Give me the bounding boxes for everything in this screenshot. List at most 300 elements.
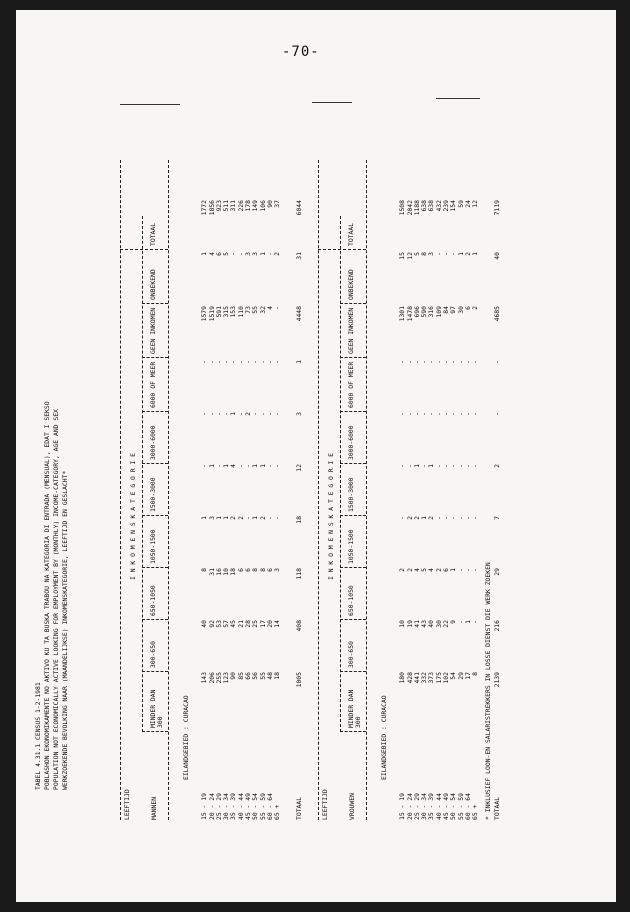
table-cell: - bbox=[251, 360, 260, 364]
table-cell: - bbox=[214, 412, 223, 416]
table-cell: 1856 bbox=[207, 200, 216, 216]
table-cell: - bbox=[420, 360, 429, 364]
table-cell: 6 bbox=[214, 252, 223, 256]
column-header: 3000-6000 bbox=[149, 425, 157, 460]
table-cell: 239 bbox=[442, 200, 451, 212]
table-cell: 10 bbox=[222, 568, 231, 576]
table-cell: 441 bbox=[412, 672, 421, 684]
table-cell: 53 bbox=[214, 620, 223, 628]
table-cell: - bbox=[265, 464, 274, 468]
table-cell: 3 bbox=[244, 252, 253, 256]
table-row bbox=[238, 160, 245, 820]
table-cell: - bbox=[449, 464, 458, 468]
table-cell: 2 bbox=[398, 568, 407, 572]
age-label: 55 - 59 bbox=[258, 793, 267, 820]
age-label: 25 - 29 bbox=[412, 793, 421, 820]
table-cell: 143 bbox=[200, 672, 209, 684]
table-cell: 153 bbox=[229, 306, 238, 318]
column-divider bbox=[340, 463, 366, 464]
age-label: 20 - 24 bbox=[405, 793, 414, 820]
table-cell: 1 bbox=[463, 620, 472, 624]
table-cell: 1 bbox=[222, 516, 231, 520]
table-cell: 18 bbox=[295, 516, 304, 524]
table-cell: 7119 bbox=[493, 200, 502, 216]
table-cell: 2 bbox=[493, 464, 502, 468]
region-label bbox=[180, 160, 194, 820]
table-cell: 1478 bbox=[405, 306, 414, 322]
title-line: WERKZOEKENDE BEVOLKING NAAR (MAANDELIJKSE) INKOMENSKATEGORIE, LEEFTIJD EN GESLACHT* bbox=[61, 470, 69, 790]
table-header bbox=[318, 160, 378, 820]
table-cell: 5 bbox=[412, 252, 421, 256]
age-label: 60 - 64 bbox=[463, 793, 472, 820]
age-label: 65 + bbox=[273, 804, 282, 820]
table-cell: 178 bbox=[244, 200, 253, 212]
header-rule bbox=[142, 216, 143, 732]
table-cell: - bbox=[222, 412, 231, 416]
table-cell: 57 bbox=[222, 620, 231, 628]
table-row bbox=[267, 160, 274, 820]
age-label: 50 - 54 bbox=[251, 793, 260, 820]
table-cell: 12 bbox=[471, 200, 480, 208]
table-row bbox=[414, 160, 421, 820]
column-divider bbox=[142, 731, 168, 732]
table-cell: 4 bbox=[427, 568, 436, 572]
column-header: GEEN INKOMEN bbox=[149, 307, 157, 354]
table-cell: 43 bbox=[420, 620, 429, 628]
column-divider bbox=[142, 303, 168, 304]
table-cell: 1 bbox=[471, 252, 480, 256]
table-cell: - bbox=[251, 412, 260, 416]
table-row bbox=[465, 160, 472, 820]
table-cell: - bbox=[405, 412, 414, 416]
table-cell: - bbox=[398, 516, 407, 520]
column-divider bbox=[142, 567, 168, 568]
column-header: ONBEKEND bbox=[149, 269, 157, 300]
table-cell: 2 bbox=[434, 568, 443, 572]
table-cell: - bbox=[463, 464, 472, 468]
table-cell: - bbox=[200, 360, 209, 364]
table-cell: - bbox=[229, 360, 238, 364]
table-cell: 45 bbox=[229, 620, 238, 628]
table-cell: - bbox=[236, 252, 245, 256]
column-divider bbox=[120, 249, 168, 250]
table-cell: - bbox=[244, 464, 253, 468]
table-cell: 40 bbox=[427, 620, 436, 628]
table-cell: 17 bbox=[463, 672, 472, 680]
table-cell: - bbox=[449, 516, 458, 520]
table-cell: - bbox=[207, 360, 216, 364]
title-line: POPULATION NOT ECONOMICALLY ACTIVE LOOKING FOR EMPLOYMENT BY (MONTHLY) INCOME-CATEGORY, AGE AND SEX bbox=[52, 409, 60, 790]
table-cell: 106 bbox=[258, 200, 267, 212]
table-cell: 1 bbox=[258, 252, 267, 256]
column-header: TOTAAL bbox=[149, 222, 157, 246]
table-cell: 175 bbox=[434, 672, 443, 684]
table-cell: 7 bbox=[493, 516, 502, 520]
table-cell: 31 bbox=[295, 252, 304, 260]
table-cell: - bbox=[456, 620, 465, 624]
table-header bbox=[120, 160, 180, 820]
table-cell: 2 bbox=[244, 412, 253, 416]
table-cell: 1188 bbox=[412, 200, 421, 216]
table-cell: 4 bbox=[265, 306, 274, 310]
header-sex: VROUWEN bbox=[348, 793, 356, 820]
table-cell: - bbox=[420, 464, 429, 468]
column-divider bbox=[340, 731, 366, 732]
table-cell: - bbox=[405, 464, 414, 468]
table-row bbox=[274, 160, 281, 820]
table-cell: 216 bbox=[493, 620, 502, 632]
column-header: 300-650 bbox=[149, 641, 157, 668]
table-cell: - bbox=[456, 516, 465, 520]
table-cell: 6 bbox=[442, 568, 451, 572]
table-cell: 3 bbox=[427, 252, 436, 256]
spacer-row bbox=[282, 160, 289, 820]
table-cell: 2042 bbox=[405, 200, 414, 216]
age-label: 55 - 59 bbox=[456, 793, 465, 820]
header-sex: MANNEN bbox=[150, 796, 158, 820]
column-divider bbox=[340, 619, 366, 620]
table-cell: - bbox=[244, 360, 253, 364]
age-label: 35 - 39 bbox=[427, 793, 436, 820]
table-row bbox=[245, 160, 252, 820]
table-row bbox=[194, 160, 201, 820]
table-men bbox=[120, 160, 303, 820]
table-cell: 12 bbox=[405, 252, 414, 260]
table-cell: 16 bbox=[214, 568, 223, 576]
table-cell: 1 bbox=[427, 464, 436, 468]
column-header: GEEN INKOMEN bbox=[347, 307, 355, 354]
table-cell: - bbox=[273, 412, 282, 416]
table-cell: - bbox=[207, 412, 216, 416]
table-row bbox=[472, 160, 479, 820]
table-cell: 90 bbox=[265, 200, 274, 208]
table-cell: - bbox=[200, 464, 209, 468]
column-header: ONBEKEND bbox=[347, 269, 355, 300]
table-cell: 110 bbox=[236, 306, 245, 318]
header-leeftijd: LEEFTIJD bbox=[123, 789, 131, 820]
table-cell: 85 bbox=[236, 672, 245, 680]
table-cell: 3 bbox=[295, 412, 304, 416]
table-row bbox=[443, 160, 450, 820]
table-cell: - bbox=[434, 516, 443, 520]
table-cell: 315 bbox=[222, 306, 231, 318]
table-cell: 2 bbox=[412, 516, 421, 520]
table-cell: 1508 bbox=[398, 200, 407, 216]
table-cell: 30 bbox=[434, 620, 443, 628]
table-cell: 1 bbox=[420, 516, 429, 520]
table-cell: 180 bbox=[398, 672, 407, 684]
age-label: 40 - 44 bbox=[236, 793, 245, 820]
table-cell: - bbox=[398, 360, 407, 364]
table-cell: 4 bbox=[412, 568, 421, 572]
title-line: POBLASHON EKONOMIKAMENTE NO AKTIVO KU TA BUSKA TRABOU NA KATEGORIA DI ENTRADA (MENSUAL), EDAT I SEKSO bbox=[43, 401, 51, 790]
column-divider bbox=[340, 411, 366, 412]
table-cell: - bbox=[442, 252, 451, 256]
age-label: 25 - 29 bbox=[214, 793, 223, 820]
table-cell: 3 bbox=[273, 568, 282, 572]
region-label-text: EILANDGEBIED : CURACAO bbox=[182, 695, 190, 780]
table-cell: 3 bbox=[207, 516, 216, 520]
column-header: 6000 OF MEER bbox=[347, 361, 355, 408]
table-cell: - bbox=[265, 252, 274, 256]
table-cell: 2139 bbox=[493, 672, 502, 688]
table-row bbox=[450, 160, 457, 820]
column-divider bbox=[142, 619, 168, 620]
age-label: 35 - 39 bbox=[229, 793, 238, 820]
table-cell: 2 bbox=[273, 252, 282, 256]
table-cell: 1 bbox=[200, 516, 209, 520]
table-cell: 55 bbox=[251, 306, 260, 314]
table-cell: 9 bbox=[449, 620, 458, 624]
column-header: TOTAAL bbox=[347, 222, 355, 246]
header-rule bbox=[366, 160, 367, 820]
table-cell: 55 bbox=[258, 672, 267, 680]
table-cell: 73 bbox=[244, 306, 253, 314]
table-cell: - bbox=[405, 360, 414, 364]
table-cell: 118 bbox=[295, 568, 304, 580]
table-cell: 1 bbox=[456, 252, 465, 256]
table-cell: 14 bbox=[273, 620, 282, 628]
table-cell: 32 bbox=[258, 306, 267, 314]
header-rule bbox=[120, 160, 121, 820]
table-cell: - bbox=[412, 360, 421, 364]
table-cell: - bbox=[412, 412, 421, 416]
table-cell: 332 bbox=[420, 672, 429, 684]
header-rule bbox=[318, 160, 319, 820]
document-page bbox=[16, 10, 616, 902]
table-cell: - bbox=[493, 412, 502, 416]
table-cell: 92 bbox=[207, 620, 216, 628]
age-label: 45 - 49 bbox=[442, 793, 451, 820]
age-label: 60 - 64 bbox=[265, 793, 274, 820]
table-cell: - bbox=[222, 360, 231, 364]
table-cell: 226 bbox=[236, 200, 245, 212]
table-cell: - bbox=[427, 412, 436, 416]
table-cell: 84 bbox=[442, 306, 451, 314]
table-cell: 54 bbox=[449, 672, 458, 680]
table-cell: 5 bbox=[222, 252, 231, 256]
column-header: MINDER DAN 300 bbox=[149, 689, 164, 728]
column-divider bbox=[142, 357, 168, 358]
table-cell: - bbox=[449, 360, 458, 364]
table-cell: 2 bbox=[405, 568, 414, 572]
table-cell: 591 bbox=[214, 306, 223, 318]
table-cell: 1301 bbox=[398, 306, 407, 322]
table-cell: 923 bbox=[214, 200, 223, 212]
age-label: 50 - 54 bbox=[449, 793, 458, 820]
region-label-text: EILANDGEBIED : CURACAO bbox=[380, 695, 388, 780]
title-line: TABEL 4.31.1 CENSUS 1-2-1981 bbox=[34, 682, 42, 790]
table-cell: 37 bbox=[273, 200, 282, 208]
table-cell: 10 bbox=[398, 620, 407, 628]
column-divider bbox=[142, 463, 168, 464]
table-cell: 18 bbox=[273, 672, 282, 680]
table-cell: 41 bbox=[412, 620, 421, 628]
table-cell: - bbox=[434, 360, 443, 364]
table-cell: 66 bbox=[244, 672, 253, 680]
column-header: 650-1050 bbox=[347, 585, 355, 616]
table-cell: - bbox=[229, 252, 238, 256]
table-titles bbox=[34, 230, 70, 790]
page-number: -70- bbox=[282, 44, 320, 60]
table-cell: 1 bbox=[251, 516, 260, 520]
table-cell: - bbox=[471, 516, 480, 520]
table-cell: - bbox=[463, 412, 472, 416]
table-cell: 29 bbox=[456, 672, 465, 680]
table-cell: 48 bbox=[265, 672, 274, 680]
table-cell: - bbox=[471, 620, 480, 624]
table-cell: 25 bbox=[251, 620, 260, 628]
age-label: 40 - 44 bbox=[434, 793, 443, 820]
table-row bbox=[407, 160, 414, 820]
table-cell: 40 bbox=[200, 620, 209, 628]
table-cell: - bbox=[442, 464, 451, 468]
table-cell: 29 bbox=[493, 568, 502, 576]
column-header: 6000 OF MEER bbox=[149, 361, 157, 408]
table-women bbox=[318, 160, 501, 820]
table-cell: 255 bbox=[214, 672, 223, 684]
age-label: 15 - 19 bbox=[398, 793, 407, 820]
table-cell: 590 bbox=[420, 306, 429, 318]
table-cell: 15 bbox=[398, 252, 407, 260]
column-divider bbox=[340, 671, 366, 672]
column-header: 1500-3000 bbox=[347, 477, 355, 512]
age-label: TOTAAL bbox=[295, 796, 304, 820]
table-row bbox=[209, 160, 216, 820]
column-header: 1050-1500 bbox=[347, 529, 355, 564]
table-cell: - bbox=[398, 464, 407, 468]
header-rule bbox=[168, 160, 169, 820]
column-header: 1050-1500 bbox=[149, 529, 157, 564]
table-cell: 123 bbox=[222, 672, 231, 684]
table-cell: 206 bbox=[207, 672, 216, 684]
table-cell: - bbox=[427, 360, 436, 364]
header-leeftijd: LEEFTIJD bbox=[321, 789, 329, 820]
table-cell: 18 bbox=[229, 568, 238, 576]
column-header: MINDER DAN 300 bbox=[347, 689, 362, 728]
table-cell: 373 bbox=[427, 672, 436, 684]
table-cell: 6044 bbox=[295, 200, 304, 216]
table-cell: 8 bbox=[251, 568, 260, 572]
table-cell: 30 bbox=[456, 306, 465, 314]
column-header: 3000-6000 bbox=[347, 425, 355, 460]
table-cell: 1 bbox=[449, 568, 458, 572]
table-cell: 149 bbox=[251, 200, 260, 212]
table-cell: - bbox=[244, 516, 253, 520]
table-cell: 8 bbox=[258, 568, 267, 572]
table-cell: - bbox=[420, 412, 429, 416]
table-cell: 56 bbox=[251, 672, 260, 680]
table-cell: 1 bbox=[412, 464, 421, 468]
header-income-category: I N K O M E N S K A T E G O R I E bbox=[327, 453, 335, 580]
column-divider bbox=[340, 357, 366, 358]
column-header: 650-1050 bbox=[149, 585, 157, 616]
table-cell: - bbox=[265, 516, 274, 520]
table-cell: 1519 bbox=[207, 306, 216, 322]
table-cell: 59 bbox=[456, 200, 465, 208]
table-cell: - bbox=[456, 360, 465, 364]
table-row bbox=[252, 160, 259, 820]
column-header: 300-650 bbox=[347, 641, 355, 668]
table-cell: 1 bbox=[214, 516, 223, 520]
table-cell: - bbox=[273, 516, 282, 520]
table-cell: - bbox=[471, 360, 480, 364]
table-cell: - bbox=[463, 516, 472, 520]
table-cell: 1 bbox=[258, 464, 267, 468]
table-cell: 2 bbox=[471, 306, 480, 310]
table-cell: 97 bbox=[449, 306, 458, 314]
column-divider bbox=[318, 249, 366, 250]
table-row bbox=[296, 160, 303, 820]
table-cell: 8 bbox=[471, 672, 480, 676]
table-cell: 1 bbox=[251, 464, 260, 468]
rotated-table-area bbox=[28, 90, 508, 910]
table-row bbox=[421, 160, 428, 820]
table-cell: - bbox=[273, 464, 282, 468]
table-cell: 28 bbox=[244, 620, 253, 628]
table-cell: - bbox=[471, 568, 480, 572]
table-row bbox=[428, 160, 435, 820]
table-row bbox=[223, 160, 230, 820]
table-cell: 1 bbox=[295, 360, 304, 364]
table-cell: 428 bbox=[405, 672, 414, 684]
table-cell: 2 bbox=[229, 516, 238, 520]
table-cell: 1 bbox=[200, 252, 209, 256]
table-cell: - bbox=[265, 360, 274, 364]
table-cell: 17 bbox=[258, 620, 267, 628]
table-cell: 4448 bbox=[295, 306, 304, 322]
age-label: 15 - 19 bbox=[200, 793, 209, 820]
age-label: 30 - 34 bbox=[222, 793, 231, 820]
table-cell: - bbox=[265, 412, 274, 416]
table-cell: - bbox=[442, 412, 451, 416]
table-cell: - bbox=[463, 568, 472, 572]
column-divider bbox=[142, 411, 168, 412]
table-cell: - bbox=[434, 252, 443, 256]
table-cell: - bbox=[471, 464, 480, 468]
table-cell: 1772 bbox=[200, 200, 209, 216]
table-cell: 4685 bbox=[493, 306, 502, 322]
table-row bbox=[230, 160, 237, 820]
table-cell: 109 bbox=[434, 306, 443, 318]
table-cell: 154 bbox=[449, 200, 458, 212]
age-label: 65 + bbox=[471, 804, 480, 820]
table-cell: 5 bbox=[420, 568, 429, 572]
table-cell: 22 bbox=[442, 620, 451, 628]
table-cell: - bbox=[442, 360, 451, 364]
table-cell: 1 bbox=[229, 412, 238, 416]
table-row bbox=[458, 160, 465, 820]
table-cell: - bbox=[398, 412, 407, 416]
header-income-category: I N K O M E N S K A T E G O R I E bbox=[129, 453, 137, 580]
table-cell: 4 bbox=[229, 464, 238, 468]
footnote: * INKLUSIEF LOON-EN SALARISTREKKERS IN LOSSE DIENST DIE WERK ZOEKEN bbox=[484, 562, 492, 820]
column-divider bbox=[340, 515, 366, 516]
table-cell: - bbox=[214, 360, 223, 364]
column-header: 1500-3000 bbox=[149, 477, 157, 512]
table-cell: 8 bbox=[200, 568, 209, 572]
table-cell: 24 bbox=[463, 200, 472, 208]
table-cell: - bbox=[456, 412, 465, 416]
table-cell: 511 bbox=[222, 200, 231, 212]
table-cell: - bbox=[434, 412, 443, 416]
table-row bbox=[201, 160, 208, 820]
table-cell: 31 bbox=[207, 568, 216, 576]
table-cell: 1579 bbox=[200, 306, 209, 322]
table-row bbox=[216, 160, 223, 820]
table-cell: 638 bbox=[420, 200, 429, 212]
table-cell: - bbox=[214, 464, 223, 468]
